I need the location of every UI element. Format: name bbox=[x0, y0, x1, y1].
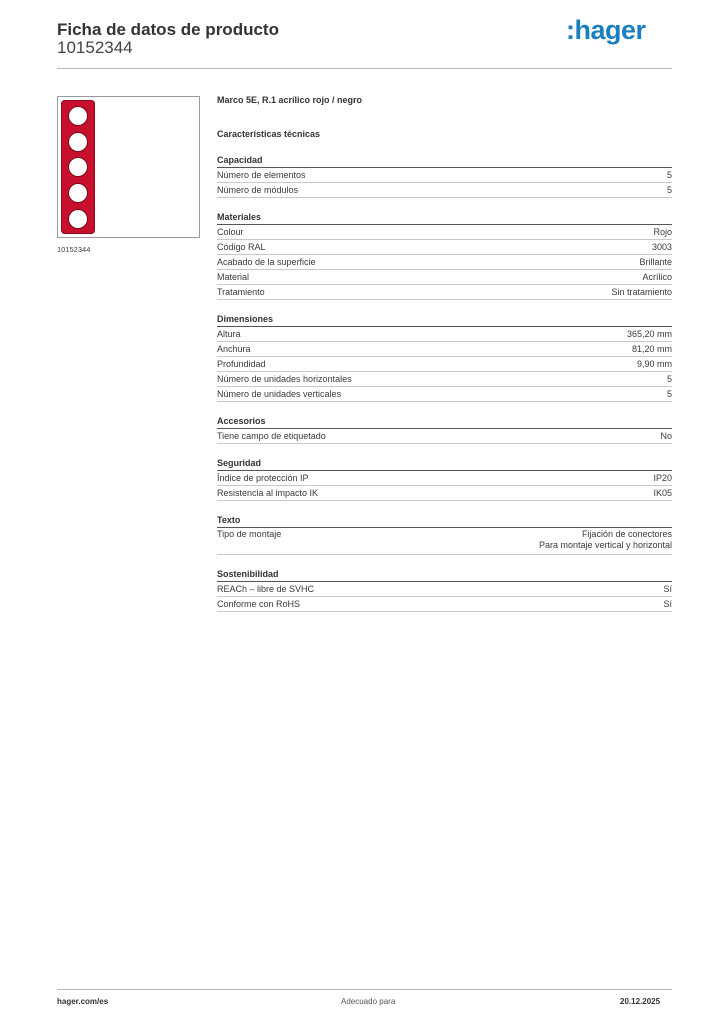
spec-row bbox=[217, 528, 672, 555]
footer-suitable: Adecuado para bbox=[341, 997, 396, 1006]
section-title: Sostenibilidad bbox=[217, 569, 672, 582]
frame-opening bbox=[68, 132, 88, 152]
spec-label: Índice de protección IP bbox=[217, 473, 309, 483]
spec-section bbox=[217, 314, 672, 402]
spec-row bbox=[217, 486, 672, 501]
spec-row bbox=[217, 327, 672, 342]
spec-row bbox=[217, 225, 672, 240]
spec-row bbox=[217, 387, 672, 402]
spec-row bbox=[217, 240, 672, 255]
spec-label: Número de unidades horizontales bbox=[217, 374, 352, 384]
spec-label: Conforme con RoHS bbox=[217, 599, 301, 609]
spec-value: 3003 bbox=[651, 242, 672, 252]
spec-row bbox=[217, 357, 672, 372]
spec-label: Anchura bbox=[217, 344, 251, 354]
logo-mark: : bbox=[566, 15, 575, 45]
spec-section bbox=[217, 515, 672, 555]
spec-row bbox=[217, 285, 672, 300]
spec-label: Número de módulos bbox=[217, 185, 299, 195]
header-divider bbox=[57, 68, 672, 69]
spec-value: 5 bbox=[666, 374, 672, 384]
image-caption: 10152344 bbox=[57, 245, 91, 254]
spec-row bbox=[217, 270, 672, 285]
spec-row bbox=[217, 582, 672, 597]
spec-value: Acrílico bbox=[642, 272, 672, 282]
spec-sections bbox=[217, 155, 672, 612]
section-title: Seguridad bbox=[217, 458, 672, 471]
spec-row bbox=[217, 597, 672, 612]
spec-row bbox=[217, 471, 672, 486]
spec-row bbox=[217, 372, 672, 387]
spec-label: Colour bbox=[217, 227, 244, 237]
spec-value: Sí bbox=[663, 599, 672, 609]
frame-illustration bbox=[61, 100, 95, 234]
spec-label: Tiene campo de etiquetado bbox=[217, 431, 326, 441]
spec-section bbox=[217, 458, 672, 501]
product-image bbox=[57, 96, 200, 238]
spec-label: Tipo de montaje bbox=[217, 529, 282, 539]
spec-value: Sí bbox=[663, 584, 672, 594]
spec-value: IP20 bbox=[653, 473, 672, 483]
spec-label: Número de elementos bbox=[217, 170, 306, 180]
spec-value: 5 bbox=[666, 185, 672, 195]
spec-row bbox=[217, 255, 672, 270]
page-title: Ficha de datos de producto bbox=[57, 20, 279, 39]
frame-opening bbox=[68, 209, 88, 229]
spec-value: Sin tratamiento bbox=[611, 287, 672, 297]
section-title: Capacidad bbox=[217, 155, 672, 168]
frame-opening bbox=[68, 183, 88, 203]
spec-section bbox=[217, 212, 672, 300]
tech-title: Características técnicas bbox=[217, 129, 321, 139]
spec-section bbox=[217, 569, 672, 612]
footer-site: hager.com/es bbox=[57, 997, 109, 1006]
spec-section bbox=[217, 155, 672, 198]
footer-divider bbox=[57, 989, 672, 990]
spec-label: Material bbox=[217, 272, 250, 282]
section-title: Accesorios bbox=[217, 416, 672, 429]
spec-label: Tratamiento bbox=[217, 287, 265, 297]
spec-label: REACh – libre de SVHC bbox=[217, 584, 315, 594]
section-title: Materiales bbox=[217, 212, 672, 225]
spec-row bbox=[217, 429, 672, 444]
spec-value: Brillante bbox=[639, 257, 672, 267]
spec-row bbox=[217, 342, 672, 357]
spec-label: Profundidad bbox=[217, 359, 266, 369]
spec-section bbox=[217, 416, 672, 444]
spec-value: 81,20 mm bbox=[631, 344, 672, 354]
spec-label: Código RAL bbox=[217, 242, 266, 252]
spec-value: IK05 bbox=[653, 488, 672, 498]
spec-value: No bbox=[660, 431, 672, 441]
logo-text: hager bbox=[574, 15, 646, 45]
section-title: Texto bbox=[217, 515, 672, 528]
product-code: 10152344 bbox=[57, 38, 133, 57]
spec-value-line: Para montaje vertical y horizontal bbox=[538, 540, 672, 550]
spec-label: Resistencia al impacto IK bbox=[217, 488, 319, 498]
spec-label: Acabado de la superficie bbox=[217, 257, 316, 267]
spec-value: 5 bbox=[666, 170, 672, 180]
spec-value: 365,20 mm bbox=[626, 329, 672, 339]
spec-label: Altura bbox=[217, 329, 241, 339]
spec-value: 5 bbox=[666, 389, 672, 399]
spec-content bbox=[217, 95, 672, 612]
spec-value: 9,90 mm bbox=[636, 359, 672, 369]
spec-label: Número de unidades verticales bbox=[217, 389, 342, 399]
spec-row bbox=[217, 183, 672, 198]
brand-logo bbox=[566, 17, 646, 44]
spec-value: Rojo bbox=[653, 227, 672, 237]
product-name: Marco 5E, R.1 acrílico rojo / negro bbox=[217, 95, 363, 105]
section-title: Dimensiones bbox=[217, 314, 672, 327]
spec-row bbox=[217, 168, 672, 183]
footer-date: 20.12.2025 bbox=[620, 997, 661, 1006]
frame-opening bbox=[68, 106, 88, 126]
spec-value-line: Fijación de conectores bbox=[581, 529, 672, 539]
spec-value bbox=[539, 529, 672, 551]
frame-opening bbox=[68, 157, 88, 177]
